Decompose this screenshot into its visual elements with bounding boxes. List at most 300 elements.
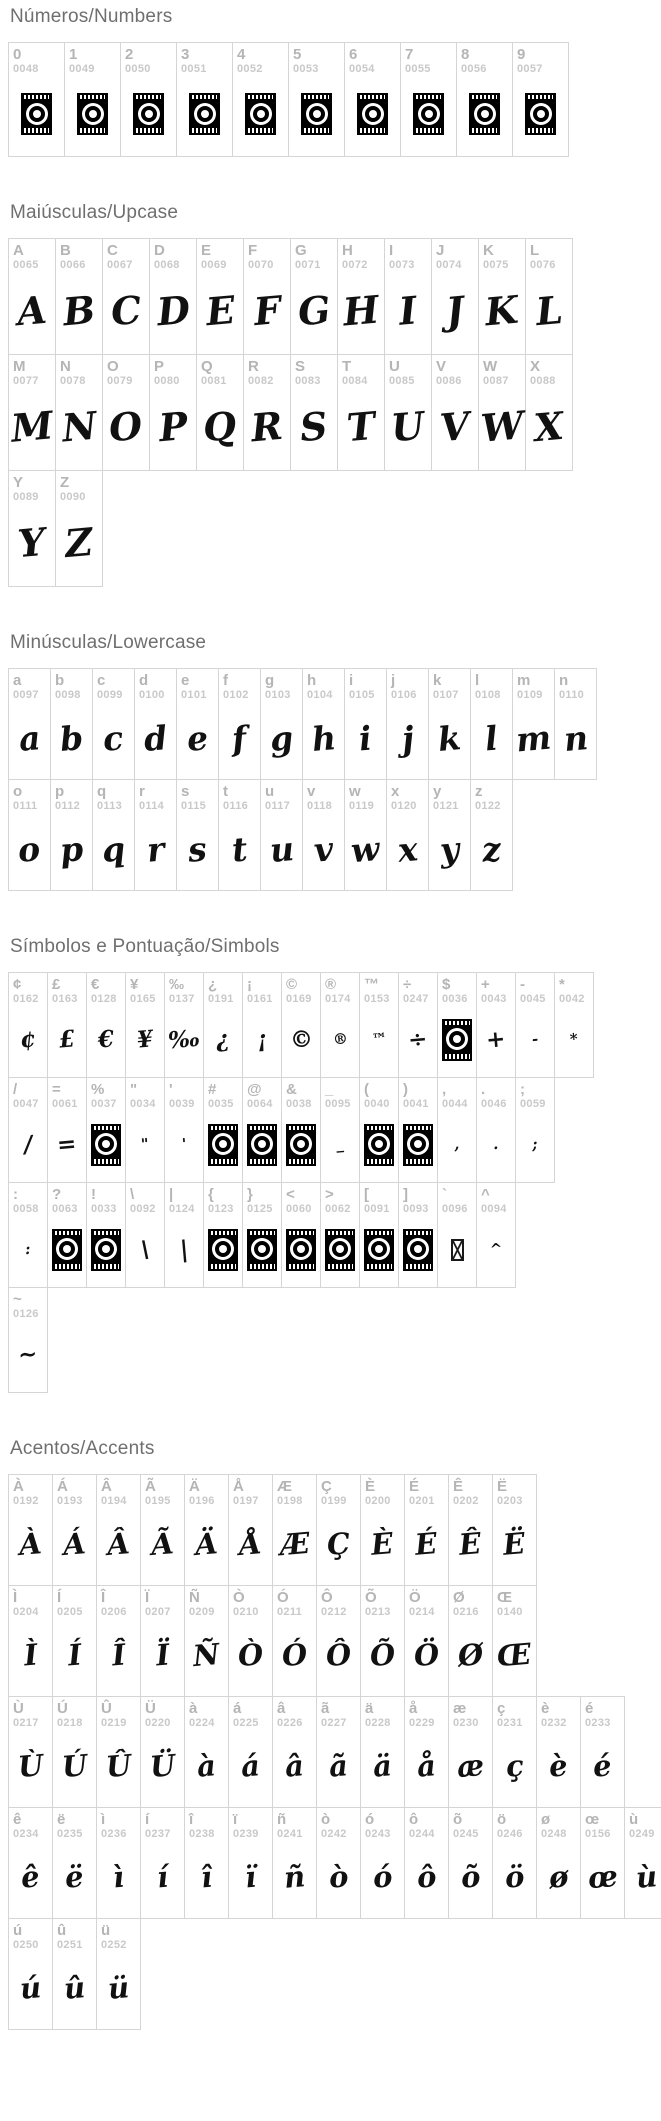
character-code: 0088 xyxy=(530,375,556,388)
placeholder-logo-ring xyxy=(138,103,160,125)
placeholder-logo-ring xyxy=(251,1133,273,1155)
glyph-cell xyxy=(176,668,219,780)
glyph-preview: E xyxy=(203,287,237,335)
placeholder-top-text xyxy=(445,1021,470,1025)
character-label: c xyxy=(97,672,106,689)
glyph-cell xyxy=(203,1077,243,1183)
character-label: ! xyxy=(91,1186,96,1203)
placeholder-logo-ring xyxy=(418,103,440,125)
glyph-preview-area xyxy=(277,1619,312,1692)
character-code: 0228 xyxy=(365,1717,391,1730)
glyph-cell xyxy=(47,972,87,1078)
glyph-preview-area xyxy=(530,272,568,350)
glyph-preview-area xyxy=(189,1619,224,1692)
glyph-preview: P xyxy=(156,403,190,451)
glyph-cell xyxy=(431,354,479,471)
glyph-preview-area xyxy=(481,1111,511,1178)
glyph-preview: = xyxy=(56,1130,78,1160)
glyph-preview: a xyxy=(17,718,42,760)
placeholder-bottom-text xyxy=(94,1264,119,1269)
character-label: ñ xyxy=(277,1811,287,1828)
placeholder-bottom-text xyxy=(406,1264,431,1269)
character-label: { xyxy=(208,1186,214,1203)
personal-use-placeholder-icon xyxy=(403,1229,433,1271)
glyph-cell xyxy=(320,972,360,1078)
glyph-cell xyxy=(404,1696,449,1808)
glyph-row xyxy=(8,1287,653,1392)
character-code: 0059 xyxy=(520,1098,546,1111)
character-code: 0219 xyxy=(101,1717,127,1730)
glyph-row xyxy=(8,1696,653,1807)
character-code: 0161 xyxy=(247,993,273,1006)
personal-use-placeholder-icon xyxy=(364,1124,394,1166)
glyph-cell xyxy=(260,668,303,780)
glyph-preview-area xyxy=(208,1111,238,1178)
character-code: 0226 xyxy=(277,1717,303,1730)
character-label: ÷ xyxy=(403,976,412,993)
glyph-cell xyxy=(478,354,526,471)
character-code: 0071 xyxy=(295,259,321,272)
glyph-cell xyxy=(120,42,177,157)
character-label: ï xyxy=(233,1811,238,1828)
glyph-preview-area xyxy=(130,1006,160,1073)
glyph-cell xyxy=(52,1918,97,2030)
glyph-preview-area xyxy=(364,1216,394,1283)
character-label: Ñ xyxy=(189,1589,200,1606)
placeholder-logo-ring xyxy=(212,1133,234,1155)
glyph-cell xyxy=(125,1077,165,1183)
personal-use-placeholder-icon xyxy=(469,93,500,135)
character-label: Ö xyxy=(409,1589,421,1606)
character-label: í xyxy=(145,1811,150,1828)
character-label: ™ xyxy=(364,976,379,993)
character-label: V xyxy=(436,358,447,375)
glyph-cell xyxy=(456,42,513,157)
placeholder-bottom-text xyxy=(304,128,329,133)
glyph-preview-area xyxy=(181,76,228,152)
character-code: 0109 xyxy=(517,689,543,702)
character-label: ‰ xyxy=(169,976,184,993)
glyph-cell xyxy=(290,354,338,471)
character-label: T xyxy=(342,358,352,375)
glyph-preview-area xyxy=(433,813,466,886)
character-label: = xyxy=(52,1081,61,1098)
placeholder-bottom-text xyxy=(250,1264,275,1269)
character-code: 0058 xyxy=(13,1203,39,1216)
character-code: 0206 xyxy=(101,1606,127,1619)
glyph-row xyxy=(8,1585,653,1696)
glyph-cell xyxy=(448,1474,493,1586)
glyph-cell xyxy=(337,238,385,355)
character-code: 0090 xyxy=(60,491,86,504)
glyph-preview-area xyxy=(325,1216,355,1283)
glyph-row xyxy=(8,1474,653,1585)
glyph-preview-area xyxy=(248,388,286,466)
glyph-cell xyxy=(134,779,177,891)
glyph-preview: Å xyxy=(237,1526,264,1563)
glyph-cell xyxy=(492,1696,537,1808)
character-label: 2 xyxy=(125,46,134,63)
character-label: ~ xyxy=(13,1291,22,1308)
glyph-preview-area xyxy=(130,1216,160,1283)
personal-use-placeholder-icon xyxy=(247,1124,277,1166)
character-label: # xyxy=(208,1081,217,1098)
glyph-row xyxy=(8,1077,653,1182)
placeholder-top-text xyxy=(250,1126,275,1130)
glyph-preview: . xyxy=(492,1135,500,1154)
glyph-preview-area xyxy=(403,1006,433,1073)
character-code: 0092 xyxy=(130,1203,156,1216)
glyph-preview-area xyxy=(97,813,130,886)
glyph-preview-area xyxy=(91,1006,121,1073)
glyph-cell xyxy=(8,470,56,587)
character-code: 0043 xyxy=(481,993,507,1006)
placeholder-top-text xyxy=(250,1231,275,1235)
character-label: Ã xyxy=(145,1478,156,1495)
glyph-preview-area xyxy=(497,1619,532,1692)
glyph-preview-area xyxy=(321,1841,356,1914)
character-label: q xyxy=(97,783,107,800)
glyph-preview-area xyxy=(208,1006,238,1073)
character-label: m xyxy=(517,672,531,689)
glyph-preview: H xyxy=(341,286,381,335)
character-label: Ü xyxy=(145,1700,156,1717)
glyph-preview: y xyxy=(438,829,461,870)
placeholder-logo-ring xyxy=(368,1133,390,1155)
character-label: o xyxy=(13,783,23,800)
glyph-cell xyxy=(316,1474,361,1586)
personal-use-placeholder-icon xyxy=(301,93,332,135)
character-label: C xyxy=(107,242,118,259)
glyph-preview-area xyxy=(541,1730,576,1803)
character-code: 0214 xyxy=(409,1606,435,1619)
glyph-preview-area xyxy=(442,1216,472,1283)
character-label: á xyxy=(233,1700,242,1717)
personal-use-placeholder-icon xyxy=(133,93,164,135)
character-code: 0123 xyxy=(208,1203,234,1216)
character-code: 0237 xyxy=(145,1828,171,1841)
personal-use-placeholder-icon xyxy=(189,93,220,135)
glyph-preview: á xyxy=(239,1748,262,1784)
section-title: Números/Numbers xyxy=(10,6,173,27)
glyph-preview-area xyxy=(391,702,424,775)
character-code: 0061 xyxy=(52,1098,78,1111)
glyph-cell xyxy=(8,1182,48,1288)
character-code: 0106 xyxy=(391,689,417,702)
glyph-preview-area xyxy=(166,1006,202,1073)
character-code: 0140 xyxy=(497,1606,523,1619)
character-code: 0037 xyxy=(91,1098,117,1111)
glyph-preview: D xyxy=(154,286,192,335)
character-label: ë xyxy=(57,1811,66,1828)
character-code: 0122 xyxy=(475,800,501,813)
glyph-cell xyxy=(86,1077,126,1183)
glyph-cell xyxy=(302,779,345,891)
glyph-cell xyxy=(55,238,103,355)
glyph-preview-area xyxy=(52,1006,82,1073)
glyph-cell xyxy=(476,1077,516,1183)
glyph-preview-area xyxy=(585,1730,620,1803)
glyph-cell xyxy=(176,779,219,891)
character-label: h xyxy=(307,672,317,689)
glyph-cell xyxy=(184,1585,229,1697)
character-label: ê xyxy=(13,1811,22,1828)
character-code: 0067 xyxy=(107,259,133,272)
glyph-preview: _ xyxy=(335,1134,345,1154)
glyph-cell xyxy=(492,1585,537,1697)
character-label: N xyxy=(60,358,71,375)
personal-use-placeholder-icon xyxy=(245,93,276,135)
personal-use-placeholder-icon xyxy=(208,1124,238,1166)
placeholder-bottom-text xyxy=(136,128,161,133)
placeholder-top-text xyxy=(55,1231,80,1235)
character-label: _ xyxy=(325,1081,334,1098)
glyph-preview-area xyxy=(442,1111,472,1178)
glyph-preview-area xyxy=(409,1619,444,1692)
glyph-cell xyxy=(360,1474,405,1586)
glyph-cell xyxy=(515,972,555,1078)
placeholder-top-text xyxy=(367,1126,392,1130)
glyph-cell xyxy=(52,1585,97,1697)
glyph-preview-area xyxy=(481,1216,511,1283)
glyph-cell xyxy=(164,1077,204,1183)
glyph-preview: ú xyxy=(18,1970,43,2007)
glyph-preview: ™ xyxy=(370,1029,388,1049)
glyph-cell xyxy=(554,972,594,1078)
character-code: 0204 xyxy=(13,1606,39,1619)
character-code: 0039 xyxy=(169,1098,195,1111)
glyph-cell xyxy=(428,779,471,891)
glyph-cell xyxy=(536,1807,581,1919)
character-label: ® xyxy=(325,976,337,993)
character-code: 0103 xyxy=(265,689,291,702)
character-label: H xyxy=(342,242,353,259)
glyph-cell xyxy=(428,668,471,780)
glyph-preview: Í xyxy=(66,1637,83,1673)
glyph-cell xyxy=(580,1807,625,1919)
character-label: ô xyxy=(409,1811,419,1828)
section-accents xyxy=(8,1438,659,2029)
character-label: ¿ xyxy=(208,976,218,993)
placeholder-top-text xyxy=(94,1126,119,1130)
character-label: t xyxy=(223,783,228,800)
character-code: 0238 xyxy=(189,1828,215,1841)
placeholder-top-text xyxy=(211,1126,236,1130)
glyph-cell xyxy=(512,668,555,780)
character-code: 0060 xyxy=(286,1203,312,1216)
glyph-row xyxy=(8,1182,653,1287)
glyph-preview-area xyxy=(13,1216,43,1283)
glyph-preview-area xyxy=(57,1952,92,2025)
glyph-cell xyxy=(8,668,51,780)
character-label: ] xyxy=(403,1186,408,1203)
glyph-cell xyxy=(8,972,48,1078)
character-code: 0124 xyxy=(169,1203,195,1216)
glyph-preview-area xyxy=(342,272,380,350)
glyph-cell xyxy=(242,1182,282,1288)
glyph-preview: ã xyxy=(327,1748,350,1784)
glyph-preview-area xyxy=(517,76,564,152)
personal-use-placeholder-icon xyxy=(525,93,556,135)
placeholder-logo-ring xyxy=(26,103,48,125)
placeholder-bottom-text xyxy=(211,1159,236,1164)
placeholder-bottom-text xyxy=(367,1159,392,1164)
character-label: ö xyxy=(497,1811,507,1828)
character-label: 9 xyxy=(517,46,526,63)
character-label: Ô xyxy=(321,1589,333,1606)
character-code: 0038 xyxy=(286,1098,312,1111)
placeholder-logo-ring xyxy=(290,1238,312,1260)
character-label: X xyxy=(530,358,541,375)
character-code: 0047 xyxy=(13,1098,39,1111)
character-code: 0098 xyxy=(55,689,81,702)
character-label: è xyxy=(541,1700,550,1717)
glyph-preview: ó xyxy=(371,1859,394,1895)
glyph-preview: î xyxy=(199,1859,214,1895)
glyph-cell xyxy=(8,238,56,355)
glyph-preview-area xyxy=(57,1508,92,1581)
glyph-preview-area xyxy=(497,1841,532,1914)
character-code: 0205 xyxy=(57,1606,83,1619)
glyph-cell xyxy=(398,972,438,1078)
placeholder-top-text xyxy=(248,95,273,99)
glyph-preview: G xyxy=(295,286,333,335)
placeholder-bottom-text xyxy=(328,1264,353,1269)
glyph-preview: € xyxy=(96,1025,116,1054)
placeholder-logo-ring xyxy=(306,103,328,125)
glyph-preview-area xyxy=(91,1216,121,1283)
glyph-cell xyxy=(398,1182,438,1288)
glyph-cell xyxy=(196,238,244,355)
glyph-preview-area xyxy=(154,272,192,350)
placeholder-logo-ring xyxy=(530,103,552,125)
glyph-row xyxy=(8,470,653,586)
character-label: L xyxy=(530,242,540,259)
glyph-preview-area xyxy=(233,1508,268,1581)
placeholder-top-text xyxy=(406,1231,431,1235)
character-code: 0162 xyxy=(13,993,39,1006)
glyph-preview-area xyxy=(107,388,145,466)
glyph-cell xyxy=(184,1807,229,1919)
character-label: I xyxy=(389,242,394,259)
section-title: Maiúsculas/Upcase xyxy=(10,202,179,223)
glyph-preview-area xyxy=(321,1730,356,1803)
character-code: 0218 xyxy=(57,1717,83,1730)
glyph-cell xyxy=(55,470,103,587)
glyph-cell xyxy=(52,1807,97,1919)
glyph-cell xyxy=(228,1696,273,1808)
glyph-preview-area xyxy=(169,1111,199,1178)
placeholder-top-text xyxy=(94,1231,119,1235)
character-label: Y xyxy=(13,474,24,491)
character-label: 6 xyxy=(349,46,358,63)
placeholder-logo-ring xyxy=(362,103,384,125)
glyph-cell xyxy=(8,779,51,891)
placeholder-bottom-text xyxy=(248,128,273,133)
glyph-cell xyxy=(580,1696,625,1808)
glyph-cell xyxy=(96,1918,141,2030)
glyph-preview-area xyxy=(13,1841,48,1914)
character-label: % xyxy=(91,1081,105,1098)
character-label: 7 xyxy=(405,46,414,63)
glyph-preview: M xyxy=(9,402,55,451)
character-code: 0046 xyxy=(481,1098,507,1111)
glyph-cell xyxy=(149,354,197,471)
glyph-preview: S xyxy=(298,403,330,451)
glyph-preview: + xyxy=(485,1025,507,1055)
character-code: 0079 xyxy=(107,375,133,388)
glyph-preview: Â xyxy=(105,1526,132,1563)
glyph-preview: œ xyxy=(586,1858,619,1896)
glyph-preview-area xyxy=(365,1619,400,1692)
glyph-cell xyxy=(8,1585,53,1697)
character-label: s xyxy=(181,783,190,800)
character-label: W xyxy=(483,358,498,375)
glyph-cell xyxy=(272,1474,317,1586)
placeholder-logo-ring xyxy=(407,1238,429,1260)
glyph-preview: À xyxy=(17,1526,44,1563)
glyph-cell xyxy=(359,972,399,1078)
glyph-cell xyxy=(260,779,303,891)
section-title: Acentos/Accents xyxy=(10,1438,155,1459)
glyph-preview-area xyxy=(52,1111,82,1178)
character-code: 0128 xyxy=(91,993,117,1006)
character-code: 0108 xyxy=(475,689,501,702)
glyph-preview: © xyxy=(288,1025,314,1055)
glyph-preview: ø xyxy=(547,1859,570,1895)
placeholder-logo-ring xyxy=(250,103,272,125)
glyph-preview: F xyxy=(251,287,283,335)
personal-use-placeholder-icon xyxy=(286,1124,316,1166)
glyph-preview-area xyxy=(130,1111,160,1178)
character-code: 0195 xyxy=(145,1495,171,1508)
character-label: g xyxy=(265,672,275,689)
glyph-preview-area xyxy=(277,1508,312,1581)
glyph-preview: k xyxy=(436,718,463,760)
character-code: 0210 xyxy=(233,1606,259,1619)
character-label: | xyxy=(169,1186,174,1203)
glyph-cell xyxy=(92,668,135,780)
glyph-preview-area xyxy=(57,1841,92,1914)
glyph-preview-area xyxy=(442,1006,472,1073)
glyph-cell xyxy=(8,354,56,471)
glyph-cell xyxy=(302,668,345,780)
character-code: 0125 xyxy=(247,1203,273,1216)
glyph-cell xyxy=(196,354,244,471)
glyph-preview-area xyxy=(497,1508,532,1581)
character-code: 0066 xyxy=(60,259,86,272)
character-code: 0057 xyxy=(517,63,543,76)
glyph-preview: ¡ xyxy=(255,1025,269,1054)
glyph-cell xyxy=(404,1807,449,1919)
character-label: Ò xyxy=(233,1589,245,1606)
glyph-preview: L xyxy=(533,287,565,335)
glyph-preview-area xyxy=(286,1216,316,1283)
glyph-preview: c xyxy=(101,718,126,760)
character-label: ? xyxy=(52,1186,62,1203)
character-label: J xyxy=(436,242,445,259)
character-code: 0056 xyxy=(461,63,487,76)
character-code: 0212 xyxy=(321,1606,347,1619)
glyph-preview: Ô xyxy=(324,1637,353,1674)
placeholder-bottom-text xyxy=(472,128,497,133)
character-code: 0040 xyxy=(364,1098,390,1111)
character-label: < xyxy=(286,1186,295,1203)
glyph-preview-area xyxy=(13,1006,43,1073)
character-code: 0220 xyxy=(145,1717,171,1730)
glyph-preview: Ù xyxy=(16,1748,45,1785)
character-code: 0101 xyxy=(181,689,207,702)
